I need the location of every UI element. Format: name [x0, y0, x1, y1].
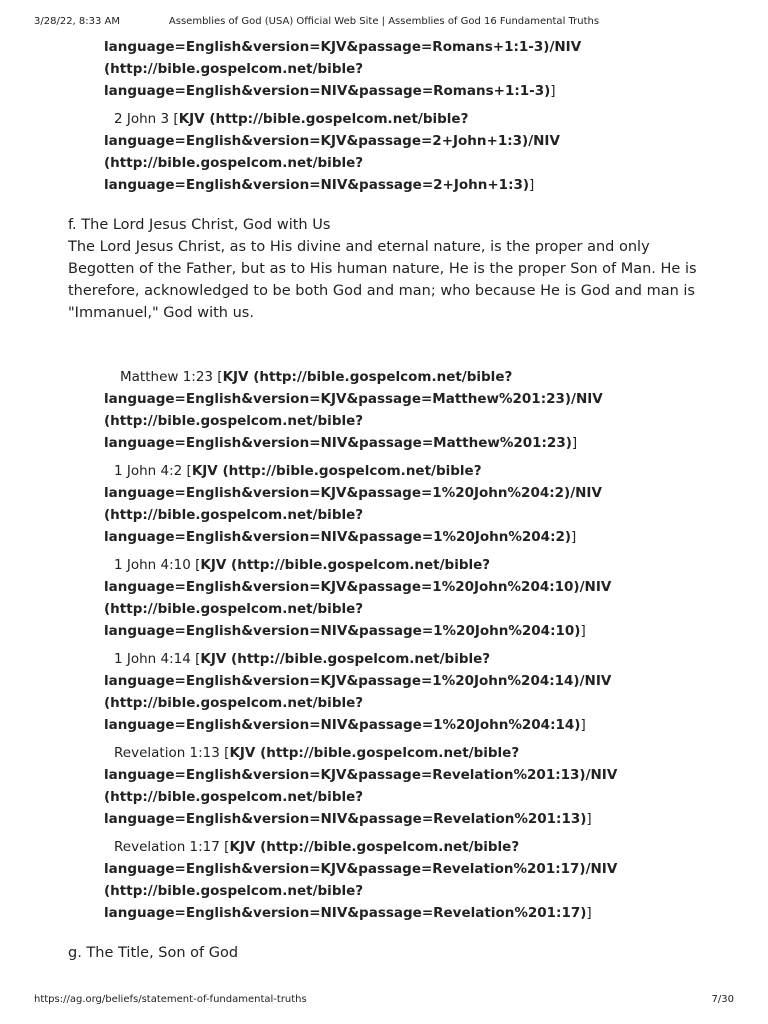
ref-link[interactable]: (http://bible.gospelcom.net/bible?: [104, 155, 364, 171]
ref-link[interactable]: KJV (http://bible.gospelcom.net/bible?: [229, 839, 520, 855]
ref-link[interactable]: language=English&version=KJV&passage=Revelation%201:13)/NIV: [104, 767, 618, 783]
ref-link[interactable]: language=English&version=NIV&passage=Matthew%201:23): [104, 435, 572, 451]
ref-label: 1 John 4:10 [: [114, 557, 201, 573]
print-header: [34, 16, 734, 30]
ref-link[interactable]: KJV (http://bible.gospelcom.net/bible?: [229, 745, 520, 761]
ref-link[interactable]: language=English&version=NIV&passage=Romans+1:1-3): [104, 83, 551, 99]
ref-revelation-1-17: [104, 836, 708, 924]
print-date: 3/28/22, 8:33 AM: [34, 16, 121, 27]
ref-2john: [104, 108, 708, 196]
ref-label: Matthew 1:23 [: [120, 369, 223, 385]
ref-link[interactable]: language=English&version=NIV&passage=2+John+1:3): [104, 177, 530, 193]
print-title: Assemblies of God (USA) Official Web Site | Assemblies of God 16 Fundamental Truths: [168, 16, 600, 27]
ref-link[interactable]: language=English&version=KJV&passage=Revelation%201:17)/NIV: [104, 861, 618, 877]
ref-bracket: ]: [580, 717, 586, 733]
ref-bracket: ]: [586, 811, 592, 827]
ref-bracket: ]: [529, 177, 535, 193]
reference-list: [68, 366, 708, 924]
ref-link[interactable]: language=English&version=KJV&passage=1%20John%204:2)/NIV: [104, 485, 602, 501]
ref-link[interactable]: (http://bible.gospelcom.net/bible?: [104, 883, 364, 899]
ref-link[interactable]: (http://bible.gospelcom.net/bible?: [104, 413, 364, 429]
section-body: The Lord Jesus Christ, as to His divine and eternal nature, is the proper and only Begotten of the Father, but as to His human nature, He is the proper Son of Man. He is therefore, acknowledged to be both God and man; who because He is God and man is "Immanuel," God with us.: [68, 239, 697, 321]
ref-link[interactable]: language=English&version=NIV&passage=Revelation%201:17): [104, 905, 587, 921]
ref-link[interactable]: (http://bible.gospelcom.net/bible?: [104, 601, 364, 617]
ref-1john-4-14: [104, 648, 708, 736]
ref-link[interactable]: language=English&version=KJV&passage=Romans+1:1-3)/NIV: [104, 39, 582, 55]
ref-link[interactable]: KJV (http://bible.gospelcom.net/bible?: [178, 111, 469, 127]
ref-link[interactable]: language=English&version=KJV&passage=2+John+1:3)/NIV: [104, 133, 560, 149]
ref-matthew: [104, 366, 708, 454]
ref-link[interactable]: language=English&version=NIV&passage=Revelation%201:13): [104, 811, 587, 827]
ref-label: Revelation 1:17 [: [114, 839, 230, 855]
page-content: [68, 36, 708, 964]
ref-label: Revelation 1:13 [: [114, 745, 230, 761]
ref-link[interactable]: KJV (http://bible.gospelcom.net/bible?: [200, 557, 491, 573]
section-heading: f. The Lord Jesus Christ, God with Us: [68, 217, 331, 233]
print-footer: [34, 994, 734, 1008]
section-heading: g. The Title, Son of God: [68, 945, 239, 961]
ref-link[interactable]: (http://bible.gospelcom.net/bible?: [104, 695, 364, 711]
ref-label: 1 John 4:2 [: [114, 463, 192, 479]
ref-bracket: ]: [550, 83, 556, 99]
ref-link[interactable]: language=English&version=NIV&passage=1%20John%204:2): [104, 529, 572, 545]
ref-link[interactable]: (http://bible.gospelcom.net/bible?: [104, 507, 364, 523]
ref-label: 2 John 3 [: [114, 111, 179, 127]
ref-link[interactable]: language=English&version=KJV&passage=Matthew%201:23)/NIV: [104, 391, 603, 407]
ref-link[interactable]: KJV (http://bible.gospelcom.net/bible?: [191, 463, 482, 479]
ref-link[interactable]: language=English&version=KJV&passage=1%20John%204:10)/NIV: [104, 579, 612, 595]
ref-bracket: ]: [580, 623, 586, 639]
ref-link[interactable]: (http://bible.gospelcom.net/bible?: [104, 61, 364, 77]
ref-link[interactable]: KJV (http://bible.gospelcom.net/bible?: [222, 369, 513, 385]
ref-1john-4-10: [104, 554, 708, 642]
ref-1john-4-2: [104, 460, 708, 548]
ref-link[interactable]: (http://bible.gospelcom.net/bible?: [104, 789, 364, 805]
ref-link[interactable]: language=English&version=KJV&passage=1%20John%204:14)/NIV: [104, 673, 612, 689]
ref-bracket: ]: [571, 529, 577, 545]
print-url: https://ag.org/beliefs/statement-of-fundamental-truths: [34, 994, 307, 1005]
ref-revelation-1-13: [104, 742, 708, 830]
page-number: 7/30: [711, 994, 734, 1005]
ref-link[interactable]: language=English&version=NIV&passage=1%20John%204:10): [104, 623, 581, 639]
ref-link[interactable]: KJV (http://bible.gospelcom.net/bible?: [200, 651, 491, 667]
ref-romans: [104, 36, 708, 102]
ref-link[interactable]: language=English&version=NIV&passage=1%20John%204:14): [104, 717, 581, 733]
ref-bracket: ]: [586, 905, 592, 921]
ref-label: 1 John 4:14 [: [114, 651, 201, 667]
ref-bracket: ]: [571, 435, 578, 451]
